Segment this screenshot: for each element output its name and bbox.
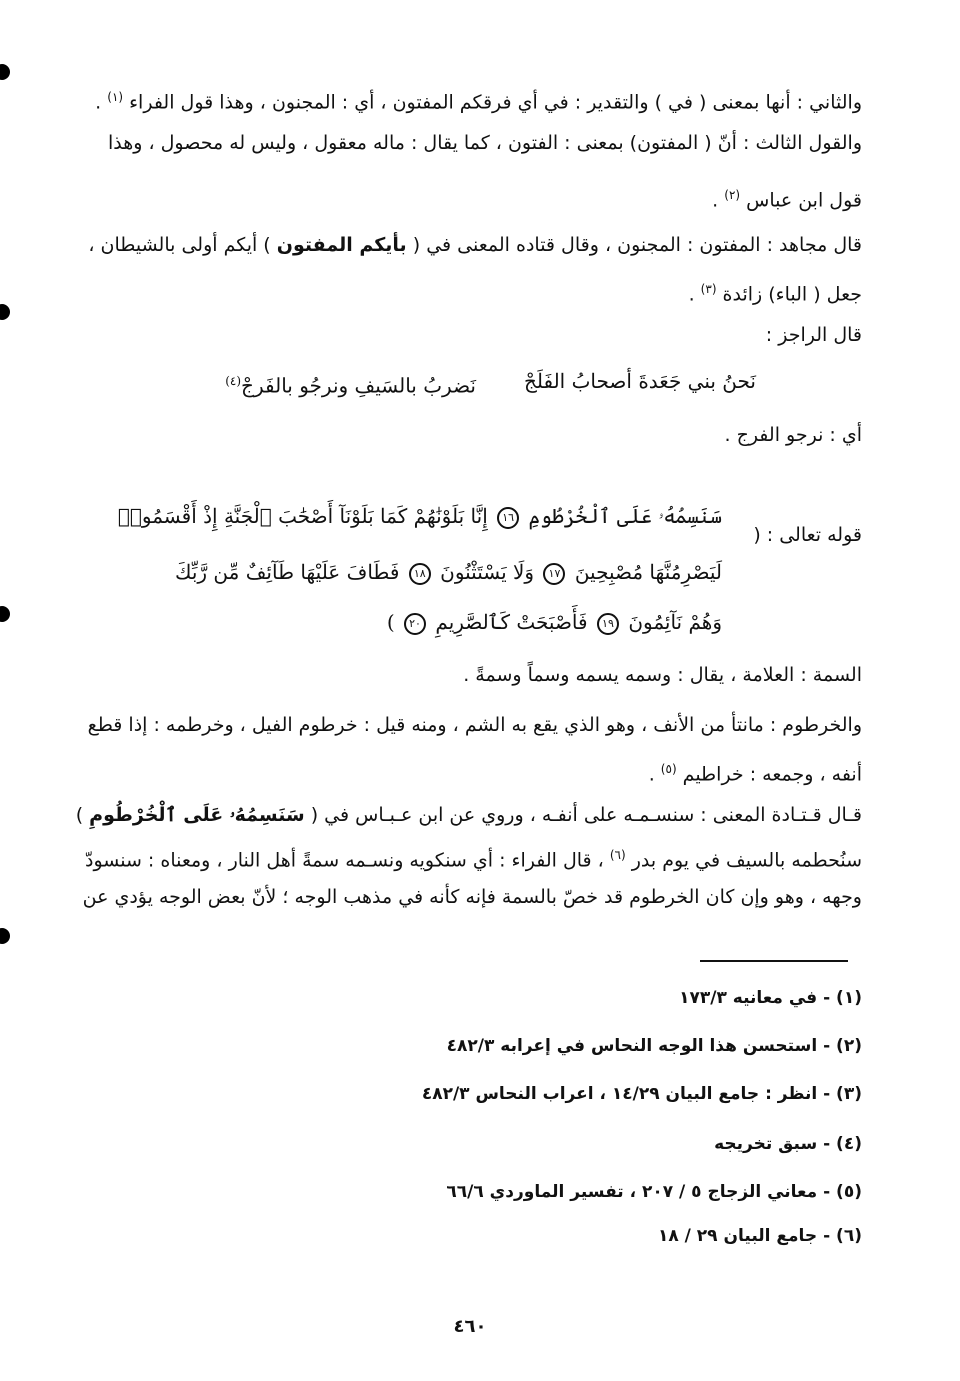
- verse-intro: قوله تعالى : (: [753, 524, 862, 546]
- poem-hemistich-right: نَحنُ بني جَعَدةَ أصحابُ الفَلَجْ: [523, 369, 756, 393]
- text-span: نَضربُ بالسَيفِ ونرجُو بالفَرجْ: [241, 373, 476, 398]
- text-span: .: [712, 189, 719, 212]
- text-span: قال مجاهد : المفتون : المجنون ، وقال قتاده المعنى في (: [412, 234, 862, 256]
- ayah-number-marker: ٢٠: [404, 613, 426, 635]
- body-line-10: [62, 754, 862, 789]
- body-line-11: [62, 800, 862, 830]
- text-span: والثاني : أنها بمعنى ( في ) والتقدير : في أي فرقكم المفتون ، أي : المجنون ، وهذا قول الفراء: [129, 91, 862, 114]
- text-span: قـال قـتـادة المعنى : سنسـمـه على أنفـه ، وروي عن ابن عـبـاس في (: [310, 804, 862, 826]
- body-line-8: [62, 660, 862, 690]
- text-span: .: [688, 283, 695, 306]
- verse-text: إِنَّا بَلَوْنَٰهُمْ كَمَا بَلَوْنَآ أَصْحَٰبَ ٱلْجَنَّةِ إِذْ أَقْسَمُوا۟: [117, 504, 488, 528]
- text-span: .: [95, 91, 102, 114]
- footnote-5: (٥) - معاني الزجاج ٥ / ٢٠٧ ، تفسير الماوردي ٦٦/٦: [446, 1182, 862, 1202]
- verse-text: وَهُمْ نَآئِمُونَ: [628, 610, 722, 634]
- text-span: والخرطوم : مانتأ من الأنف ، وهو الذي يقع به الشم ، ومنه قيل : خرطوم الفيل ، وخرطمه : إذا قطع: [87, 714, 862, 736]
- text-span: جعل ( الباء) زائدة: [722, 283, 862, 306]
- verse-text: سَنَسِمُهُۥ عَلَى ٱلْخُرْطُومِ: [528, 504, 722, 528]
- text-span: أنفه ، وجمعه : خراطيم: [682, 763, 862, 786]
- footnote-ref: (٣): [700, 282, 717, 296]
- poem-hemistich-left: [225, 366, 476, 401]
- ayah-number-marker: ١٨: [409, 563, 431, 585]
- punch-hole: [0, 304, 10, 320]
- body-line-2: [62, 128, 862, 158]
- verse-line-2: [175, 556, 722, 588]
- text-span: السمة : العلامة ، يقال : وسمه يسمه وسماً وسمةً .: [463, 664, 862, 686]
- footnote-3: (٣) - انظر : جامع البيان ١٤/٢٩ ، اعراب النحاس ٤٨٢/٣: [421, 1084, 862, 1104]
- ayah-number-marker: ١٦: [497, 507, 519, 529]
- quoted-phrase: بأيكم المفتون: [276, 234, 407, 256]
- footnote-2: (٢) - استحسن هذا الوجه النحاس في إعرابه ٤٨٢/٣: [446, 1036, 862, 1056]
- body-line-6: [62, 320, 862, 350]
- body-line-12: [62, 840, 862, 875]
- text-span: قول ابن عباس: [746, 189, 862, 212]
- verse-text: فَطَافَ عَلَيْهَا طَآئِفٌ مِّن رَّبِّكَ: [174, 560, 400, 584]
- verse-line-3: [387, 606, 722, 638]
- text-span: أي : نرجو الفرج .: [724, 424, 862, 446]
- body-line-7: [62, 420, 862, 450]
- text-span: وجهه ، وهو وإن كان الخرطوم قد خصّ بالسمة فإنه كأنه في مذهب الوجه ؛ لأنّ بعض الوجه يؤدي عن: [82, 886, 862, 908]
- body-line-13: [62, 882, 862, 912]
- text-span: ): [75, 804, 84, 826]
- verse-text: فَأَصْبَحَتْ كَٱلصَّرِيمِ: [435, 610, 588, 634]
- footnote-ref: (٦): [609, 848, 626, 862]
- text-span: .: [648, 763, 655, 786]
- footnote-ref: (٥): [660, 762, 677, 776]
- text-span: ، قال الفراء : أي سنكويه ونسـمه سمةً أهل النار ، ومعناه : سنسودّ: [85, 849, 604, 872]
- text-span: والقول الثالث : أنّ ( المفتون) بمعنى : الفتون ، كما يقال : ماله معقول ، وليس له محصول ، وهذا: [107, 132, 862, 154]
- verse-text: لَيَصْرِمُنَّهَا مُصْبِحِينَ: [574, 560, 722, 584]
- footnote-ref: (١): [107, 90, 124, 104]
- verse-text: وَلَا يَسْتَثْنُونَ: [440, 560, 535, 584]
- punch-hole: [0, 64, 10, 80]
- quoted-phrase: سَنَسِمُهُۥ عَلَى ٱلْخُرْطُومِ: [89, 804, 305, 826]
- ayah-number-marker: ١٧: [543, 563, 565, 585]
- text-span: قال الراجز :: [765, 324, 862, 346]
- body-line-9: [62, 710, 862, 740]
- footnote-ref: (٤): [225, 374, 242, 388]
- text-span: ): [386, 610, 395, 634]
- footnote-6: (٦) - جامع البيان ٢٩ / ١٨: [657, 1226, 862, 1246]
- footnote-ref: (٢): [724, 188, 741, 202]
- body-line-5: [62, 274, 862, 309]
- body-line-4: [62, 230, 862, 260]
- text-span: سنُحطمه بالسيف في يوم بدر: [631, 849, 862, 872]
- text-span: ) أيكم أولى بالشيطان ،: [88, 234, 271, 256]
- footnote-4: (٤) - سبق تخريجه: [714, 1134, 862, 1154]
- page-number: ٤٦٠: [453, 1316, 487, 1337]
- ayah-number-marker: ١٩: [597, 613, 619, 635]
- footnote-divider: [700, 960, 848, 962]
- punch-hole: [0, 928, 10, 944]
- body-line-3: [62, 180, 862, 215]
- footnote-1: (١) - في معانيه ١٧٣/٣: [679, 988, 862, 1008]
- verse-line-1: [118, 500, 722, 532]
- body-line-1: [62, 82, 862, 117]
- punch-hole: [0, 606, 10, 622]
